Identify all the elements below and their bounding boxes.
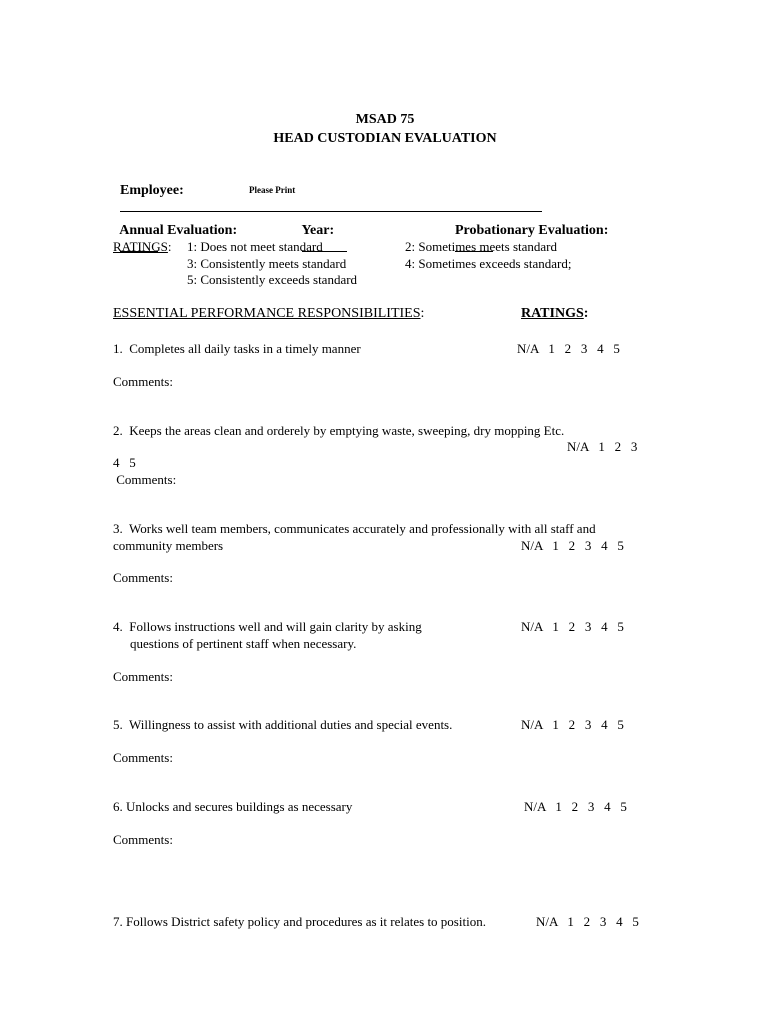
item-1-rating-scale[interactable]: N/A 1 2 3 4 5 bbox=[517, 341, 620, 356]
rating-5: 5: Consistently exceeds standard bbox=[187, 272, 358, 287]
rating-4: 4: Sometimes exceeds standard; bbox=[405, 256, 572, 271]
item-6-rating-scale[interactable]: N/A 1 2 3 4 5 bbox=[524, 799, 627, 814]
probationary-label: Probationary Evaluation: bbox=[455, 223, 609, 238]
responsibilities-colon: : bbox=[420, 306, 425, 321]
item-4-text: 4. Follows instructions well and will gain clarity by asking bbox=[113, 619, 422, 634]
item-3-comments-label: Comments: bbox=[113, 570, 173, 585]
item-2-text: 2. Keeps the areas clean and orderely by emptying waste, sweeping, dry mopping Etc. bbox=[113, 423, 565, 438]
page-title: HEAD CUSTODIAN EVALUATION bbox=[273, 131, 497, 146]
year-label: Year: bbox=[301, 223, 335, 238]
annual-evaluation-label: Annual Evaluation: bbox=[119, 223, 238, 238]
responsibilities-heading bbox=[113, 306, 424, 322]
item-7-text: 7. Follows District safety policy and procedures as it relates to position. bbox=[113, 914, 486, 929]
responsibilities-label: ESSENTIAL PERFORMANCE RESPONSIBILITIES bbox=[113, 306, 421, 321]
item-1-comments-label: Comments: bbox=[113, 374, 173, 389]
employee-hint: Please Print bbox=[249, 185, 296, 195]
rating-3: 3: Consistently meets standard bbox=[187, 256, 347, 271]
item-3-text: 3. Works well team members, communicates accurately and professionally with all staff and bbox=[113, 521, 596, 536]
item-2-rating-scale-b[interactable]: 4 5 bbox=[113, 455, 136, 470]
org-name: MSAD 75 bbox=[355, 112, 415, 127]
ratings-heading bbox=[521, 306, 588, 322]
rating-1: 1: Does not meet standard bbox=[187, 239, 323, 254]
item-4-text-line2: questions of pertinent staff when necessary. bbox=[130, 636, 357, 651]
item-4-comments-label: Comments: bbox=[113, 669, 173, 684]
ratings-legend-label: RATINGS bbox=[113, 239, 168, 254]
item-3-text-line2: community members bbox=[113, 538, 224, 553]
item-5-comments-label: Comments: bbox=[113, 750, 173, 765]
item-7-rating-scale[interactable]: N/A 1 2 3 4 5 bbox=[536, 914, 639, 929]
item-5-text: 5. Willingness to assist with additional duties and special events. bbox=[113, 717, 453, 732]
item-2-rating-scale-a[interactable]: N/A 1 2 3 bbox=[567, 439, 638, 454]
item-6-text: 6. Unlocks and secures buildings as necessary bbox=[113, 799, 353, 814]
employee-label: Employee: bbox=[120, 183, 184, 198]
item-2-comments-label: Comments: bbox=[113, 472, 177, 487]
rating-2: 2: Sometimes meets standard bbox=[405, 239, 558, 254]
ratings-column-colon: : bbox=[583, 306, 589, 321]
ratings-legend-heading bbox=[113, 239, 172, 255]
item-1-text: 1. Completes all daily tasks in a timely manner bbox=[113, 341, 361, 356]
item-3-rating-scale[interactable]: N/A 1 2 3 4 5 bbox=[521, 538, 624, 553]
item-6-comments-label: Comments: bbox=[113, 832, 173, 847]
item-5-rating-scale[interactable]: N/A 1 2 3 4 5 bbox=[521, 717, 624, 732]
item-4-rating-scale[interactable]: N/A 1 2 3 4 5 bbox=[521, 619, 624, 634]
ratings-legend-colon: : bbox=[167, 239, 172, 254]
ratings-column-label: RATINGS bbox=[521, 306, 584, 321]
